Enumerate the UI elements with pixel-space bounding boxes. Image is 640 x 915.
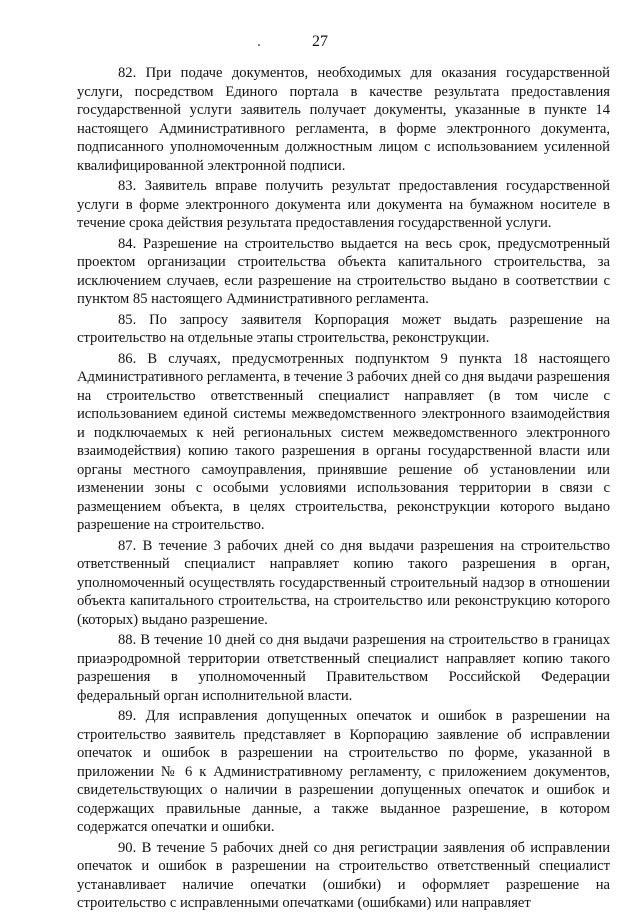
paragraph-text: В случаях, предусмотренных подпунктом 9 пункта 18 настоящего Административного регламента, в течение 3 рабочих дней со дня выдачи разрешения на строительство ответственный специалист направляет (в том числе с использованием единой системы межведомственного электронного взаимодействия и подключаемых к ней региональных систем межведомственного электронного взаимодействия) копию такого разрешения в органы государственной власти или органы местного самоуправления, принявшие решение об установлении или изменении зоны с особыми условиями использования территории в связи с размещением объекта, в целях строительства, реконструкции которого выдано разрешение на строительство. xyxy=(77,350,610,533)
page-number: 27 xyxy=(312,33,328,50)
paragraph-number: 82. xyxy=(118,65,137,81)
paragraph-text: В течение 5 рабочих дней со дня регистрации заявления об исправлении опечаток и ошибок в разрешении на строительство ответственный специалист устанавливает наличие опечатки (ошибки) и оформляет разрешение на строительство с исправленными опечатками (ошибками) или направляет xyxy=(77,839,611,911)
paragraph-84 xyxy=(77,235,610,309)
paragraph-82 xyxy=(77,64,610,175)
paragraph-number: 90. xyxy=(118,839,137,856)
paragraph-text: В течение 10 дней со дня выдачи разрешения на строительство в границах приаэродромной территории ответственный специалист направляет копию такого разрешения в уполномоченный Правительством Российской Федерации федеральный орган исполнительной власти. xyxy=(77,632,611,704)
paragraph-text: Заявитель вправе получить результат предоставления государственной услуги в форме электронного документа или документа на бумажном носителе в течение срока действия результата предоставления государственной услуги. xyxy=(77,178,610,231)
paragraph-number: 85. xyxy=(118,311,137,328)
paragraph-number: 87. xyxy=(118,537,137,554)
paragraph-89 xyxy=(77,707,610,837)
paragraph-88 xyxy=(77,631,610,705)
paragraph-number: 89. xyxy=(118,708,137,724)
paragraph-text: Разрешение на строительство выдается на весь срок, предусмотренный проектом организации строительства объекта капитального строительства, за исключением случаев, если разрешение на строительство выдано в соответствии с пунктом 85 настоящего Административного регламента. xyxy=(77,235,611,307)
document-body xyxy=(77,64,610,915)
paragraph-number: 88. xyxy=(118,632,137,648)
scan-speck xyxy=(258,44,260,46)
paragraph-text: В течение 3 рабочих дней со дня выдачи разрешения на строительство ответственный специалист направляет копию такого разрешения в орган, уполномоченный осуществлять государственный строительный надзор в отношении объекта капитального строительства, на строительство или реконструкцию которого (которых) выдано разрешение. xyxy=(77,537,611,628)
paragraph-85 xyxy=(77,311,610,348)
paragraph-90 xyxy=(77,839,610,913)
paragraph-text: По запросу заявителя Корпорация может выдать разрешение на строительство на отдельные этапы строительства, реконструкции. xyxy=(77,311,610,346)
paragraph-86 xyxy=(77,350,610,535)
paragraph-number: 84. xyxy=(118,235,137,252)
paragraph-text: Для исправления допущенных опечаток и ошибок в разрешении на строительство заявитель представляет в Корпорацию заявление об исправлении опечаток и ошибок в разрешении на строительство по форме, указанной в приложении № 6 к Административному регламенту, с приложением документов, свидетельствующих о наличии в разрешении допущенных опечаток и ошибок и содержащих правильные данные, а также выданное разрешение, в котором содержатся опечатки и ошибки. xyxy=(77,708,610,835)
paragraph-83 xyxy=(77,177,610,233)
paragraph-number: 83. xyxy=(118,178,137,194)
paragraph-number: 86. xyxy=(118,350,137,367)
paragraph-text: При подаче документов, необходимых для оказания государственной услуги, посредством Единого портала в качестве результата предоставления государственной услуги заявитель получает документы, указанные в пункте 14 настоящего Административного регламента, в форме электронного документа, подписанного уполномоченным должностным лицом с использованием усиленной квалифицированной электронной подписи. xyxy=(77,65,610,174)
paragraph-87 xyxy=(77,537,610,630)
